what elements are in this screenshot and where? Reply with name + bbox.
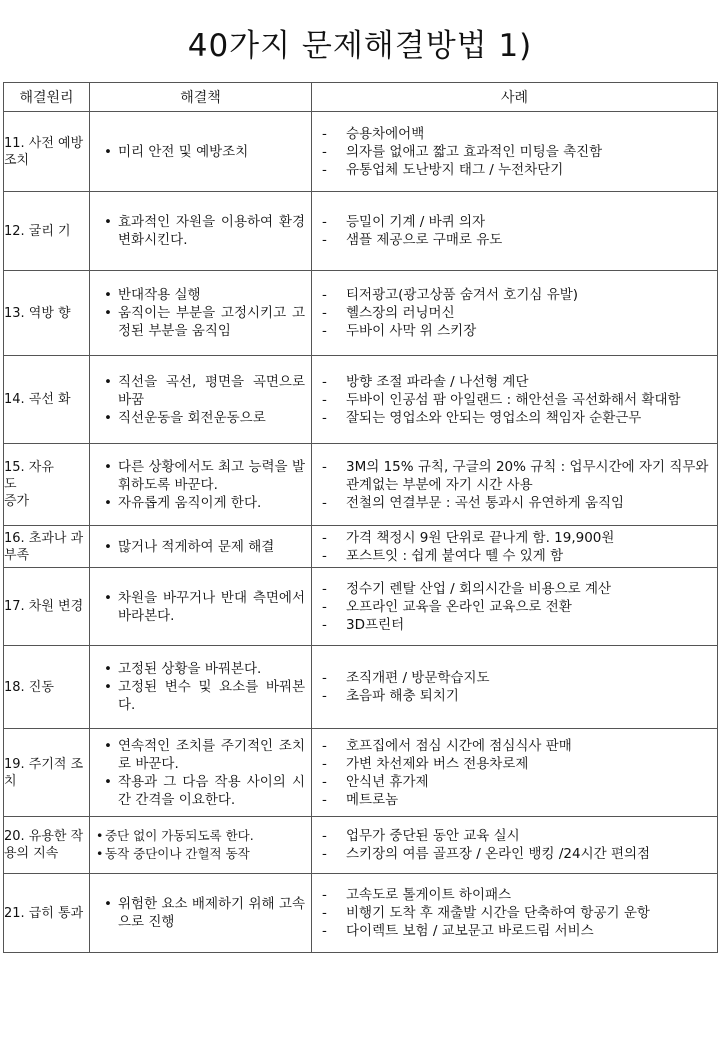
header-solution: 해결책 [90,83,312,112]
solution-item: • 동작 중단이나 간헐적 동작 [96,845,305,863]
solutions-table [3,82,718,953]
principle-text: 13. 역방 향 [4,305,71,321]
table-row [4,444,718,526]
example-item: - 안식년 휴가제 [322,773,711,791]
solution-cell [90,526,312,568]
example-list [312,886,717,940]
principle-cell [4,817,90,874]
example-item: - 정수기 렌탈 산업 / 회의시간을 비용으로 계산 [322,580,711,598]
example-item: - 잘되는 영업소와 안되는 영업소의 책임자 순환근무 [322,409,711,427]
solution-item: • 자유롭게 움직이게 한다. [104,494,305,512]
principle-text: 20. 유용한 작용의 지속 [4,829,84,861]
example-item: - 두바이 인공섬 팜 아일랜드 : 해안선을 곡선화해서 확대함 [322,391,711,409]
table-row [4,271,718,356]
example-cell [312,568,718,646]
solution-cell [90,271,312,356]
example-list [312,827,717,863]
principle-cell [4,729,90,817]
example-cell [312,874,718,953]
principle-cell [4,646,90,729]
example-item: - 가변 차선제와 버스 전용차로제 [322,755,711,773]
solution-item: • 반대작용 실행 [104,286,305,304]
solution-cell [90,817,312,874]
principle-text: 17. 차원 변경 [4,599,84,614]
solution-cell [90,192,312,271]
example-item: - 헬스장의 러닝머신 [322,304,711,322]
principle-text: 15. 자유도 증가 [4,460,54,509]
example-cell [312,444,718,526]
example-item: - 메트로놈 [322,791,711,809]
principle-text: 21. 급히 통과 [4,905,84,921]
principle-text: 12. 굴리 기 [4,223,71,239]
example-list [312,373,717,427]
solution-list [90,286,311,340]
example-list [312,125,717,179]
table-row [4,356,718,444]
example-cell [312,646,718,729]
example-item: - 스키장의 여름 골프장 / 온라인 뱅킹 /24시간 편의점 [322,845,711,863]
solution-list [90,538,311,556]
solution-item: • 고정된 상황을 바꿔본다. [104,660,305,678]
solution-item: • 직선을 곡선, 평면을 곡면으로 바꿈 [104,373,305,409]
solution-item: • 많거나 적게하여 문제 해결 [104,538,305,556]
example-item: - 호프집에서 점심 시간에 점심식사 판매 [322,737,711,755]
example-item: - 조직개편 / 방문학습지도 [322,669,711,687]
solution-item: • 고정된 변수 및 요소를 바꿔본다. [104,678,305,714]
example-item: - 방향 조절 파라솔 / 나선형 계단 [322,373,711,391]
solution-item: • 직선운동을 회전운동으로 [104,409,305,427]
table-row [4,112,718,192]
example-list [312,580,717,634]
principle-cell [4,874,90,953]
principle-cell [4,526,90,568]
table-row [4,874,718,953]
header-principle: 해결원리 [4,83,90,112]
example-cell [312,356,718,444]
page-title: 40가지 문제해결방법 1) [187,28,533,64]
example-list [312,286,717,340]
example-item: - 3M의 15% 규칙, 구글의 20% 규칙 : 업무시간에 자기 직무와 관계없는 부분에 자기 시간 사용 [322,458,711,494]
table-row [4,729,718,817]
example-list [312,737,717,809]
solution-item: • 미리 안전 및 예방조치 [104,143,305,161]
solution-item: • 작용과 그 다음 작용 사이의 시간 간격을 이요한다. [104,773,305,809]
header-example: 사례 [312,83,718,112]
principle-cell [4,356,90,444]
example-item: - 유통업체 도난방지 태그 / 누전차단기 [322,161,711,179]
table-row [4,192,718,271]
solution-cell [90,874,312,953]
solution-cell [90,112,312,192]
solution-cell [90,729,312,817]
example-cell [312,729,718,817]
solution-item: • 연속적인 조치를 주기적인 조치로 바꾼다. [104,737,305,773]
principle-text: 18. 진동 [4,679,54,695]
principle-cell [4,568,90,646]
solution-list [90,373,311,427]
example-item: - 초음파 해충 퇴치기 [322,687,711,705]
principle-text: 16. 초과나 과부족 [4,530,84,563]
example-list [312,529,717,565]
example-list [312,213,717,249]
solution-cell [90,646,312,729]
table-row [4,526,718,568]
example-item: - 가격 책정시 9원 단위로 끝나게 함. 19,900원 [322,529,711,547]
solution-item: • 중단 없이 가동되도록 한다. [96,827,305,845]
example-item: - 비행기 도착 후 재출발 시간을 단축하여 항공기 운항 [322,904,711,922]
solution-list [90,660,311,714]
principle-text: 11. 사전 예방조치 [4,135,84,168]
table-row [4,568,718,646]
example-item: - 의자를 없애고 짧고 효과적인 미팅을 촉진함 [322,143,711,161]
solution-item: • 위험한 요소 배제하기 위해 고속으로 진행 [104,895,305,931]
example-list [312,458,717,512]
example-item: - 오프라인 교육을 온라인 교육으로 전환 [322,598,711,616]
example-item: - 샘플 제공으로 구매로 유도 [322,231,711,249]
table-row [4,646,718,729]
example-cell [312,271,718,356]
principle-cell [4,112,90,192]
example-item: - 포스트잇 : 쉽게 붙여다 뗄 수 있게 함 [322,547,711,565]
example-cell [312,817,718,874]
solution-item: • 움직이는 부분을 고정시키고 고정된 부분을 움직임 [104,304,305,340]
solution-list [90,827,311,863]
principle-text: 14. 곡선 화 [4,392,71,407]
principle-cell [4,444,90,526]
table-row [4,817,718,874]
table-body [4,112,718,953]
solution-list [90,143,311,161]
example-item: - 등밀이 기계 / 바퀴 의자 [322,213,711,231]
example-item: - 고속도로 톨게이트 하이패스 [322,886,711,904]
principle-text: 19. 주기적 조치 [4,756,84,789]
example-item: - 티저광고(광고상품 숨겨서 호기심 유발) [322,286,711,304]
example-item: - 업무가 중단된 동안 교육 실시 [322,827,711,845]
example-item: - 다이렉트 보험 / 교보문고 바로드림 서비스 [322,922,711,940]
solution-cell [90,356,312,444]
principle-cell [4,192,90,271]
solution-list [90,458,311,512]
solution-item: • 차원을 바꾸거나 반대 측면에서 바라본다. [104,589,305,625]
solution-list [90,895,311,931]
solution-item: • 효과적인 자원을 이용하여 환경변화시킨다. [104,213,305,249]
example-cell [312,192,718,271]
example-list [312,669,717,705]
example-cell [312,112,718,192]
solution-cell [90,568,312,646]
example-item: - 두바이 사막 위 스키장 [322,322,711,340]
solution-list [90,589,311,625]
solution-item: • 다른 상황에서도 최고 능력을 발휘하도록 바꾼다. [104,458,305,494]
example-item: - 전철의 연결부문 : 곡선 통과시 유연하게 움직임 [322,494,711,512]
principle-cell [4,271,90,356]
solution-cell [90,444,312,526]
solution-list [90,737,311,809]
example-cell [312,526,718,568]
table-header-row [4,83,718,112]
solution-list [90,213,311,249]
example-item: - 승용차에어백 [322,125,711,143]
example-item: - 3D프린터 [322,616,711,634]
